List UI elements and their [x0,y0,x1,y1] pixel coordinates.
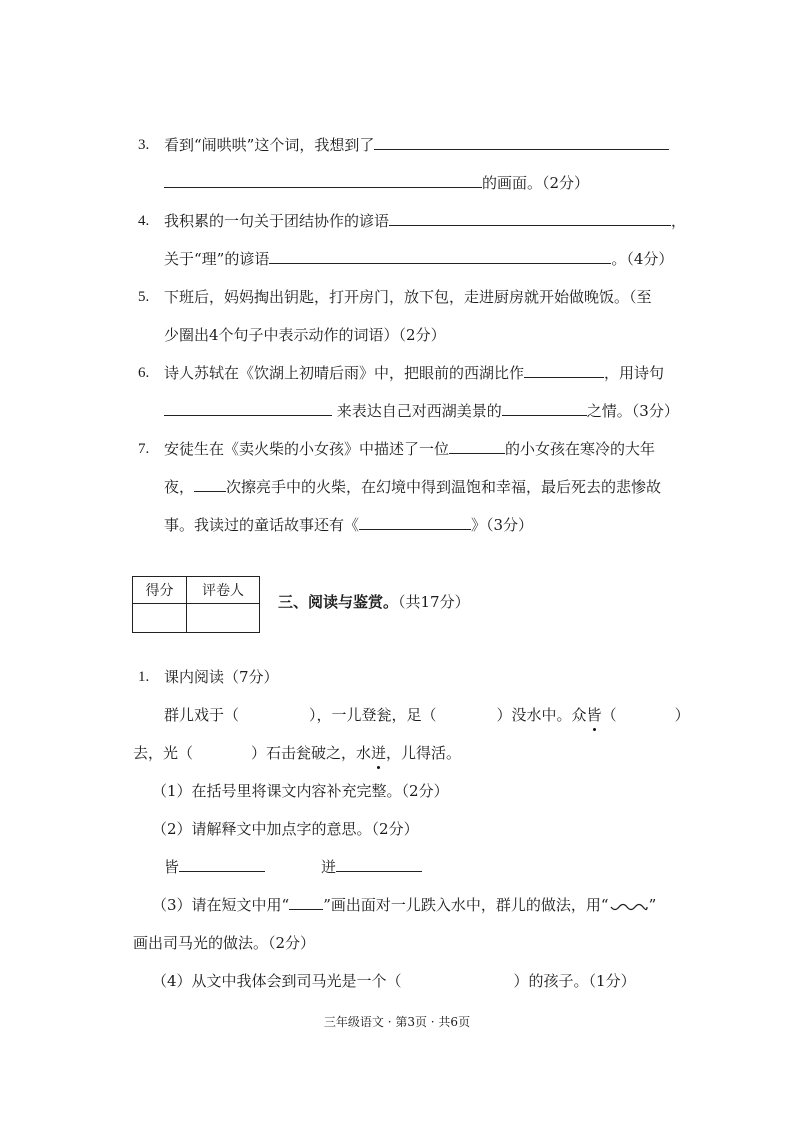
grader-header: 评卷人 [187,577,260,604]
sub2-answer-blank-1[interactable] [179,857,265,872]
q4-line2 [164,249,673,269]
passage-p1e: （ [601,706,617,724]
q3-number: 3. [138,137,150,153]
q5-line2: 少圈出4个句子中表示动作的词语）（2分） [164,326,446,344]
q4-number: 4. [138,213,150,229]
q3-line2 [164,173,589,193]
sub3-part-a: （3）请在短文中用“ [152,896,290,914]
q7-number: 7. [138,441,150,457]
q4-answer-blank-2[interactable] [269,249,611,264]
passage-p2b: ）石击瓮破之，水 [251,744,372,762]
q6-line2 [164,401,679,421]
passage-p2a: 去，光（ [133,744,194,762]
q4-line1-end: ， [671,212,687,230]
sub2-answers [164,857,422,877]
dotted-char-beng: 迸 [371,744,387,762]
section-title: 三、阅读与鉴赏。 [278,593,399,611]
passage-p1f: ） [674,706,690,724]
q6-answer-blank-3[interactable] [502,401,587,416]
score-table [132,576,260,633]
sub3-part-c: ” [648,896,657,914]
passage-p1a: 群儿戏于（ [164,706,240,724]
wavy-line-mark [609,899,649,913]
sub-question-3-line2: 画出司马光的做法。（2分） [133,934,316,952]
q7-answer-blank-1[interactable] [449,439,505,454]
q6-line1b: ，用诗句 [604,364,665,382]
q3-line1: 看到“闹哄哄”这个词，我想到了 [164,136,375,154]
q4-line2-end: 。（4分） [611,250,674,268]
q3-answer-blank-2[interactable] [164,173,482,188]
section-heading [278,592,470,612]
q6-answer-blank-1[interactable] [524,363,604,378]
passage-p1c: ）没水中。众 [496,706,587,724]
q4-line1-text: 我积累的一句关于团结协作的谚语 [164,212,390,230]
sub-question-4 [152,971,636,991]
q5-line1: 下班后，妈妈掏出钥匙，打开房门，放下包，走进厨房就开始做晚饭。（至 [164,288,652,306]
sub-question-1: （1）在括号里将课文内容补充完整。（2分） [152,782,449,800]
q4-line1 [164,211,686,231]
sub4-part-a: （4）从文中我体会到司马光是一个（ [152,972,402,990]
q6-line2b: 之情。（3分） [586,402,679,420]
reading-number: 1. [138,669,150,685]
q7-line1a: 安徒生在《卖火柴的小女孩》中描述了一位 [164,440,450,458]
sub2-answer-blank-2[interactable] [336,857,422,872]
page-footer: 三年级语文 · 第3页 · 共6页 [323,1015,471,1029]
q6-line2a: 来表达自己对西湖美景的 [336,402,502,420]
sub-question-2: （2）请解释文中加点字的意思。（2分） [152,820,419,838]
reading-title: 课内阅读（7分） [164,668,279,686]
q7-line2a: 夜， [164,478,195,496]
passage-line1 [164,705,690,725]
sub4-part-b: ）的孩子。（1分） [513,972,636,990]
q4-line2-text: 关于“理”的谚语 [164,250,270,268]
sub2-word-beng: 迸 [321,858,337,876]
sub-question-3 [152,895,656,915]
passage-p2d: ，儿得活。 [386,744,462,762]
sub2-word-jie: 皆 [164,858,180,876]
q7-line2 [164,477,661,497]
straight-line-mark [289,895,323,910]
q7-answer-blank-3[interactable] [359,515,471,530]
q5-number: 5. [138,289,150,305]
q6-answer-blank-2[interactable] [164,401,332,416]
q7-line2b: 次擦亮手中的火柴，在幻境中得到温饱和幸福，最后死去的悲惨故 [226,478,662,496]
q7-line3 [164,515,533,535]
section-points: （共17分） [398,593,470,611]
q7-line1b: 的小女孩在寒冷的大年 [505,440,656,458]
q6-line1 [164,363,664,383]
q6-number: 6. [138,365,150,381]
q6-line1a: 诗人苏轼在《饮湖上初晴后雨》中，把眼前的西湖比作 [164,364,525,382]
score-cell[interactable] [133,604,187,633]
passage-p1b: ），一儿登瓮，足（ [309,706,437,724]
passage-line2 [133,743,461,763]
q7-line3b: 》（3分） [471,516,534,534]
q3-answer-blank-1[interactable] [374,135,669,150]
sub3-part-b: ”画出面对一儿跌入水中，群儿的做法，用“ [323,896,609,914]
q7-line1 [164,439,655,459]
q7-line3a: 事。我读过的童话故事还有《 [164,516,360,534]
q7-answer-blank-2[interactable] [194,477,226,492]
score-header: 得分 [133,577,187,604]
q4-answer-blank-1[interactable] [389,211,671,226]
q3-line2-end: 的画面。（2分） [482,174,590,192]
q3-text [164,135,669,155]
grader-cell[interactable] [187,604,260,633]
dotted-char-jie: 皆 [586,706,602,724]
